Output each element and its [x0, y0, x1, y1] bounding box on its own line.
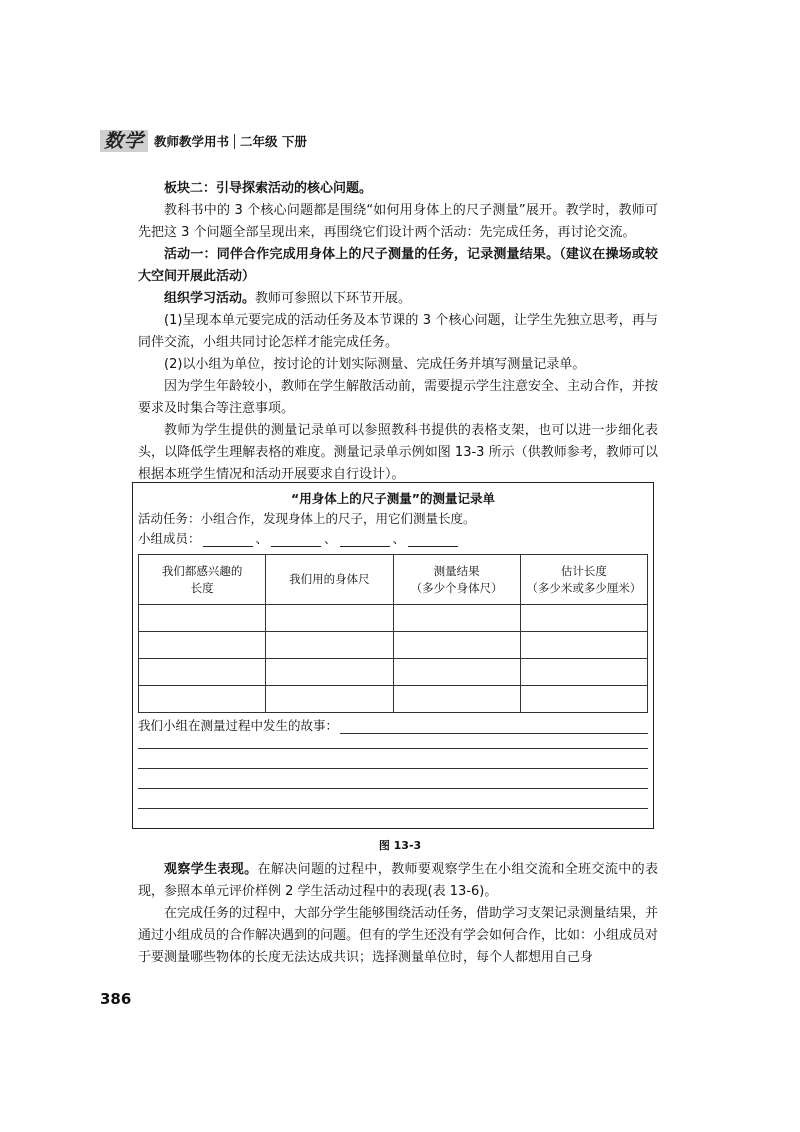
table-row [139, 659, 648, 686]
subject-badge: 数学 [100, 130, 148, 152]
header-interesting-length [139, 555, 266, 605]
story-line[interactable] [340, 719, 648, 734]
story-line[interactable] [138, 748, 648, 749]
story-row [138, 716, 648, 734]
paragraph-safety: 因为学生年龄较小，教师在学生解散活动前，需要提示学生注意安全、主动合作，并按要求及时集合等注意事项。 [138, 379, 659, 416]
member-blank-2[interactable] [271, 533, 321, 547]
table-row [139, 632, 648, 659]
header-estimate [520, 555, 647, 605]
paragraph-cooperation: 在完成任务的过程中，大部分学生能够围绕活动任务，借助学习支架记录测量结果，并通过小组成员的合作解决遇到的问题。但有的学生还没有学会如何合作，比如：小组成员对于要测量哪些物体的长度无法达成共识；选择测量单位时，每个人都想用自己身 [138, 906, 659, 965]
main-text-continued [138, 859, 658, 969]
header-text: 测量结果 [433, 563, 480, 578]
step-one: (1)呈现本单元要完成的活动任务及本节课的 3 个核心问题，让学生先独立思考，再与同伴交流，小组共同讨论怎样才能完成任务。 [138, 313, 658, 350]
page-number: 386 [100, 990, 132, 1008]
main-text [138, 178, 658, 486]
member-blank-4[interactable] [408, 533, 458, 547]
table-cell[interactable] [266, 686, 393, 713]
members-label: 小组成员： [138, 531, 201, 546]
table-row [139, 605, 648, 632]
measurement-record-sheet [132, 482, 654, 829]
activity-one: 活动一：同伴合作完成用身体上的尺子测量的任务，记录测量结果。（建议在操场或较大空间开展此活动） [138, 247, 658, 284]
header-text: （多少米或多少厘米） [526, 580, 642, 595]
table-cell[interactable] [393, 659, 520, 686]
table-cell[interactable] [393, 632, 520, 659]
paragraph-core-questions: 教科书中的 3 个核心问题都是围绕“如何用身体上的尺子测量”展开。教学时，教师可先把这 3 个问题全部呈现出来，再围绕它们设计两个活动：先完成任务，再讨论交流。 [138, 203, 658, 240]
table-cell[interactable] [139, 605, 266, 632]
paragraph-organize [138, 288, 658, 310]
table-cell[interactable] [266, 659, 393, 686]
table-row [139, 686, 648, 713]
member-separator: 、 [255, 531, 269, 546]
figure-caption: 图 13-3 [378, 839, 422, 852]
header-divider [234, 134, 235, 149]
running-header [100, 130, 307, 152]
grade-label: 二年级 下册 [240, 134, 307, 149]
table-cell[interactable] [139, 632, 266, 659]
paragraph-observe [138, 859, 658, 903]
activity-task: 活动任务：小组合作，发现身体上的尺子，用它们测量长度。 [138, 511, 476, 526]
header-text: 我们用的身体尺 [289, 572, 370, 586]
member-blank-1[interactable] [203, 533, 253, 547]
header-result [393, 555, 520, 605]
table-cell[interactable] [520, 659, 647, 686]
table-header-row [139, 555, 648, 605]
group-members-row [138, 529, 460, 547]
table-cell[interactable] [393, 686, 520, 713]
observe-text: 在解决问题的过程中，教师要观察学生在小组交流和全班交流中的表现，参照本单元评价样例 2 学生活动过程中的表现(表 13-6)。 [138, 862, 658, 899]
table-cell[interactable] [139, 686, 266, 713]
record-sheet-title: “用身体上的尺子测量”的测量记录单 [291, 491, 495, 506]
table-cell[interactable] [266, 605, 393, 632]
header-text: 估计长度 [560, 563, 607, 578]
book-title: 教师教学用书 [154, 134, 230, 149]
story-line[interactable] [138, 768, 648, 769]
record-table [138, 554, 648, 713]
member-separator: 、 [392, 531, 406, 546]
table-cell[interactable] [520, 632, 647, 659]
story-line[interactable] [138, 788, 648, 789]
member-blank-3[interactable] [340, 533, 390, 547]
observe-label: 观察学生表现。 [164, 862, 258, 877]
step-two: (2)以小组为单位，按讨论的计划实际测量、完成任务并填写测量记录单。 [164, 357, 586, 372]
paragraph-record-sheet: 教师为学生提供的测量记录单可以参照教科书提供的表格支架，也可以进一步细化表头，以降低学生理解表格的难度。测量记录单示例如图 13-3 所示（供教师参考，教师可以根据本班学生情况和活动开展要求自行设计）。 [138, 423, 658, 482]
header-text: （多少个身体尺） [410, 580, 503, 595]
table-cell[interactable] [266, 632, 393, 659]
member-separator: 、 [324, 531, 337, 546]
table-cell[interactable] [393, 605, 520, 632]
table-cell[interactable] [520, 605, 647, 632]
story-line[interactable] [138, 808, 648, 809]
section-title: 板块二：引导探索活动的核心问题。 [164, 181, 373, 196]
organize-label: 组织学习活动。 [164, 291, 256, 306]
table-cell[interactable] [139, 659, 266, 686]
organize-text: 教师可参照以下环节开展。 [255, 291, 412, 306]
header-text: 长度 [190, 580, 214, 595]
header-text: 我们都感兴趣的 [161, 563, 243, 578]
header-body-ruler [266, 555, 393, 605]
story-label: 我们小组在测量过程中发生的故事： [138, 718, 339, 733]
table-cell[interactable] [520, 686, 647, 713]
